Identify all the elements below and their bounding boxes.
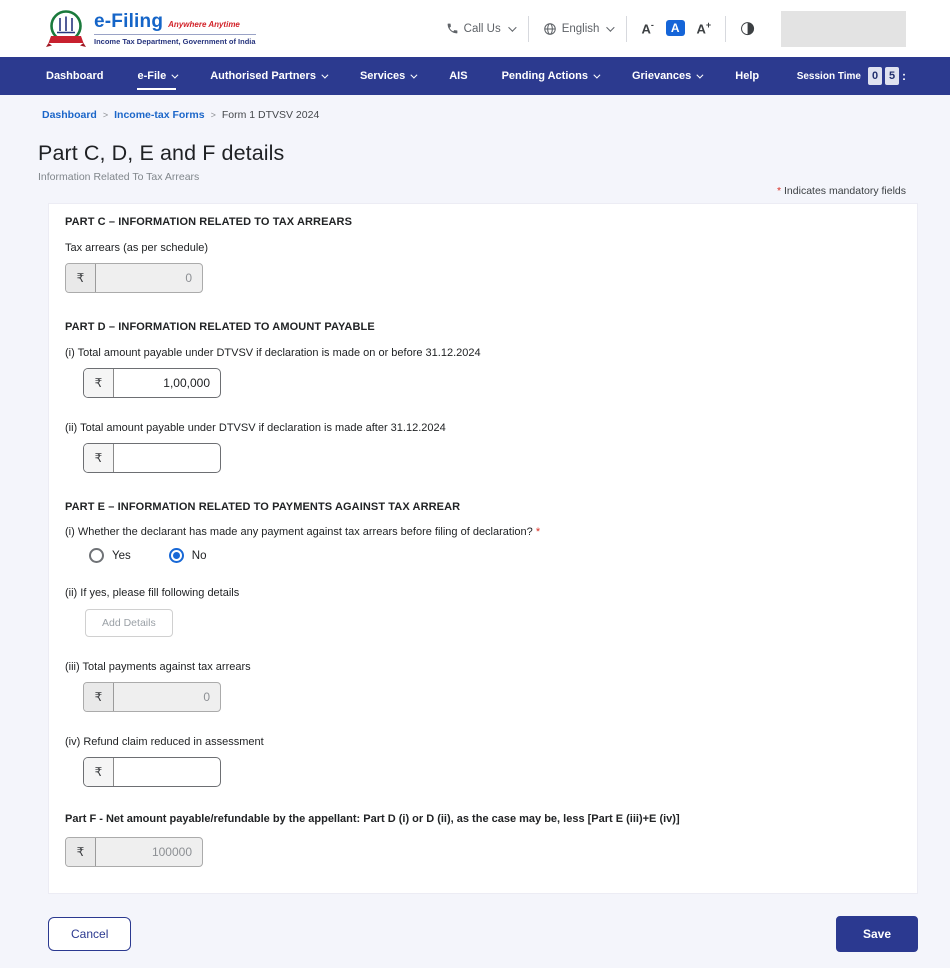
mandatory-fields-note: * Indicates mandatory fields [777,185,906,197]
session-time-label: Session Time [796,70,861,82]
mandatory-asterisk: * [535,526,541,538]
chevron-down-icon [321,71,328,78]
chevron-down-icon [697,71,704,78]
rupee-symbol: ₹ [84,758,114,786]
language-menu[interactable] [543,22,613,36]
session-digit: 5 [885,67,899,85]
brand-subtitle: Income Tax Department, Government of India [94,37,256,46]
form-card [48,203,918,894]
logo-text [94,11,256,46]
part-e-item-iii-label: (iii) Total payments against tax arrears [65,661,251,673]
chevron-down-icon [172,71,179,78]
main-navbar [0,57,950,95]
rupee-symbol: ₹ [84,683,114,711]
add-details-button[interactable]: Add Details [85,609,173,637]
font-decrease-button[interactable]: A- [641,20,654,37]
rupee-symbol: ₹ [84,369,114,397]
globe-icon [543,22,557,36]
form-actions [48,916,918,952]
part-e-heading: PART E – INFORMATION RELATED TO PAYMENTS AGAINST TAX ARREAR [65,501,461,513]
part-c-heading: PART C – INFORMATION RELATED TO TAX ARREARS [65,216,353,228]
page-title: Part C, D, E and F details [38,141,285,165]
chevron-down-icon [607,23,615,31]
font-normal-button[interactable]: A [666,20,685,36]
total-payments-input [114,683,220,711]
phone-icon [446,22,459,35]
nav-ais[interactable]: AIS [449,70,468,82]
page-subtitle: Information Related To Tax Arrears [38,171,200,183]
part-e-item-iv-label: (iv) Refund claim reduced in assessment [65,736,264,748]
nav-services[interactable]: Services [360,57,415,95]
chevron-down-icon [593,71,600,78]
amount-after-deadline-input[interactable] [114,444,220,472]
amount-before-deadline-input[interactable] [114,369,220,397]
nav-dashboard[interactable]: Dashboard [46,70,104,82]
cancel-button[interactable]: Cancel [48,917,131,951]
header-utilities [446,11,906,47]
breadcrumb-separator: > [102,110,109,120]
breadcrumb-current: Form 1 DTVSV 2024 [221,109,320,121]
total-payments-input-group [83,682,221,712]
part-f-heading: Part F - Net amount payable/refundable by the appellant: Part D (i) or D (ii), as the case may be, less [Part E (iii)+E (iv)] [65,813,680,825]
part-d-heading: PART D – INFORMATION RELATED TO AMOUNT PAYABLE [65,321,375,333]
save-button[interactable]: Save [836,916,918,952]
nav-grievances[interactable]: Grievances [632,57,701,95]
divider [528,16,529,42]
part-d-item-i-label: (i) Total amount payable under DTVSV if declaration is made on or before 31.12.2024 [65,347,481,359]
contrast-toggle-icon[interactable]: ◑ [740,18,755,38]
efiling-logo [46,8,256,50]
net-amount-input-group [65,837,203,867]
rupee-symbol: ₹ [66,264,96,292]
amount-before-deadline-input-group [83,368,221,398]
radio-unchecked-icon[interactable] [89,548,104,563]
language-label: English [561,22,600,35]
divider [626,16,627,42]
amount-after-deadline-input-group [83,443,221,473]
breadcrumb-dashboard[interactable]: Dashboard [42,109,97,121]
payment-question-label: (i) Whether the declarant has made any payment against tax arrears before filing of declaration? * [65,526,541,538]
brand-tagline: Anywhere Anytime [168,20,240,29]
radio-yes-label: Yes [112,549,131,562]
radio-option-yes[interactable] [89,548,131,563]
call-us-label: Call Us [463,22,501,35]
net-amount-input [96,838,202,866]
call-us-menu[interactable] [446,22,514,35]
page-header [0,121,950,197]
nav-efile[interactable]: e-File [137,57,176,95]
part-e-item-ii-label: (ii) If yes, please fill following details [65,587,240,599]
nav-help[interactable]: Help [735,70,760,82]
payment-question-radios [89,548,901,563]
session-separator: : [902,69,906,83]
divider [725,16,726,42]
nav-items [46,57,759,95]
masked-user-area [781,11,906,47]
part-d-item-ii-label: (ii) Total amount payable under DTVSV if declaration is made after 31.12.2024 [65,422,446,434]
breadcrumb [0,95,950,121]
breadcrumb-separator: > [210,110,216,120]
nav-authorised-partners[interactable]: Authorised Partners [210,57,326,95]
national-emblem-icon [46,8,86,50]
chevron-down-icon [411,71,418,78]
rupee-symbol: ₹ [84,444,114,472]
refund-claim-input[interactable] [114,758,220,786]
nav-pending-actions[interactable]: Pending Actions [502,57,598,95]
font-size-controls [641,20,711,36]
refund-claim-input-group [83,757,221,787]
breadcrumb-income-tax-forms[interactable]: Income-tax Forms [114,109,205,121]
tax-arrears-input-group [65,263,203,293]
radio-option-no[interactable] [169,548,207,563]
tax-arrears-input [96,264,202,292]
session-timer [797,67,906,85]
radio-checked-icon[interactable] [169,548,184,563]
chevron-down-icon [508,23,516,31]
brand-name: e-Filing [94,11,164,32]
font-increase-button[interactable]: A+ [696,20,712,37]
session-digit: 0 [868,67,882,85]
tax-arrears-label: Tax arrears (as per schedule) [65,242,209,254]
rupee-symbol: ₹ [66,838,96,866]
radio-no-label: No [191,549,207,562]
top-header [0,0,950,57]
